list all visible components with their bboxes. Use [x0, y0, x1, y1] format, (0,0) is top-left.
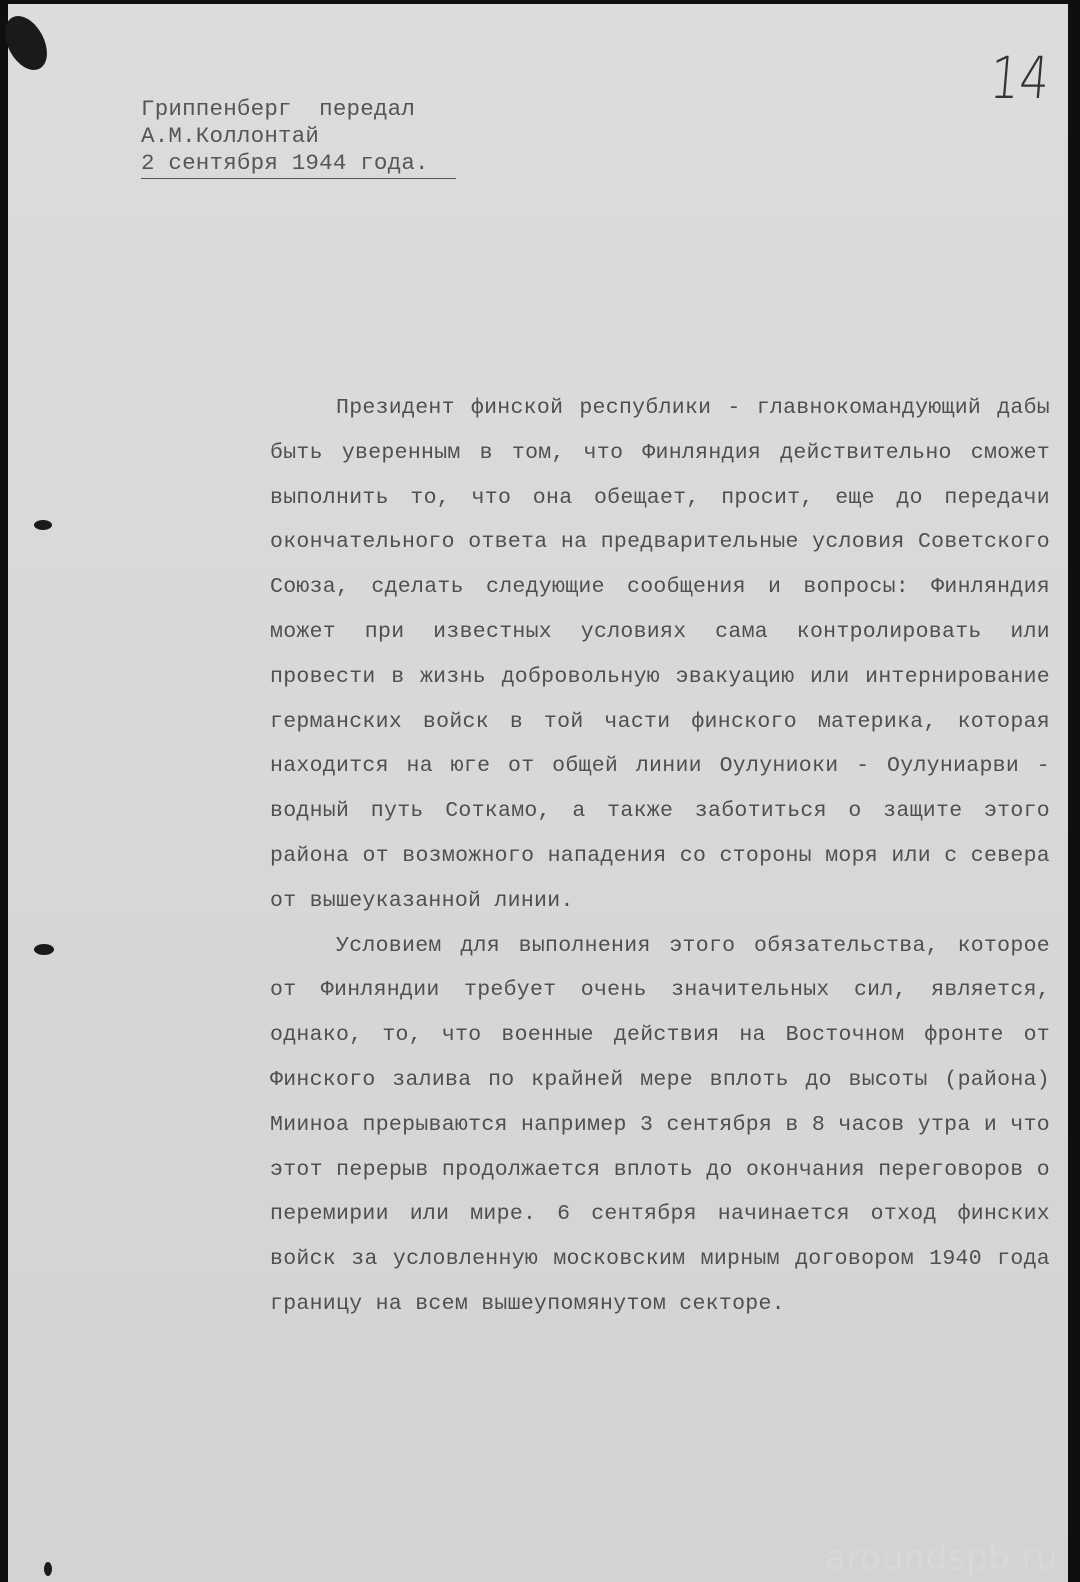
- handwritten-page-number: 14: [987, 44, 1053, 112]
- header-date-line: 2 сентября 1944 года.: [141, 150, 456, 179]
- paragraph-2: [270, 924, 1050, 1327]
- document-body: [270, 386, 1050, 1327]
- margin-ink-spot-3: [44, 1562, 52, 1576]
- site-watermark: aroundspb.ru: [825, 1538, 1058, 1578]
- margin-ink-spot-2: [34, 944, 54, 955]
- paragraph-1-text: Президент финской республики - главнокомандующий дабы быть уверенным в том, что Финляндия действительно сможет выполнить то, что она обещает, просит, еще до передачи окончательного ответа на предварительные условия Советского Союза, сделать следующие сообщения и вопросы: Финляндия может при известных условиях сама контролировать или провести в жизнь добровольную эвакуацию или интернирование германских войск в той части финского материка, которая находится на юге от общей линии Оулуниоки - Оулуниарви - водный путь Соткамо, а также заботиться о защите этого района от возможного нападения со стороны моря или с севера от вышеуказанной линии.: [270, 396, 1050, 913]
- paragraph-1: [270, 386, 1050, 924]
- header-recipient-line: А.М.Коллонтай: [141, 123, 320, 149]
- paper-sheet: [8, 4, 1068, 1582]
- margin-ink-spot-1: [34, 520, 52, 530]
- header-sender-line: Гриппенберг передал: [141, 96, 416, 122]
- document-header: [141, 96, 456, 179]
- paragraph-2-text: Условием для выполнения этого обязательства, которое от Финляндии требует очень значительных сил, является, однако, то, что военные действия на Восточном фронте от Финского залива по крайней мере вплоть до высоты (района) Миинoа прерываются например 3 сентября в 8 часов утра и что этот перерыв продолжается вплоть до окончания переговоров о перемирии или мире. 6 сентября начинается отход финских войск за условленную московским мирным договором 1940 года границу на всем вышеупомянутом секторе.: [270, 933, 1050, 1316]
